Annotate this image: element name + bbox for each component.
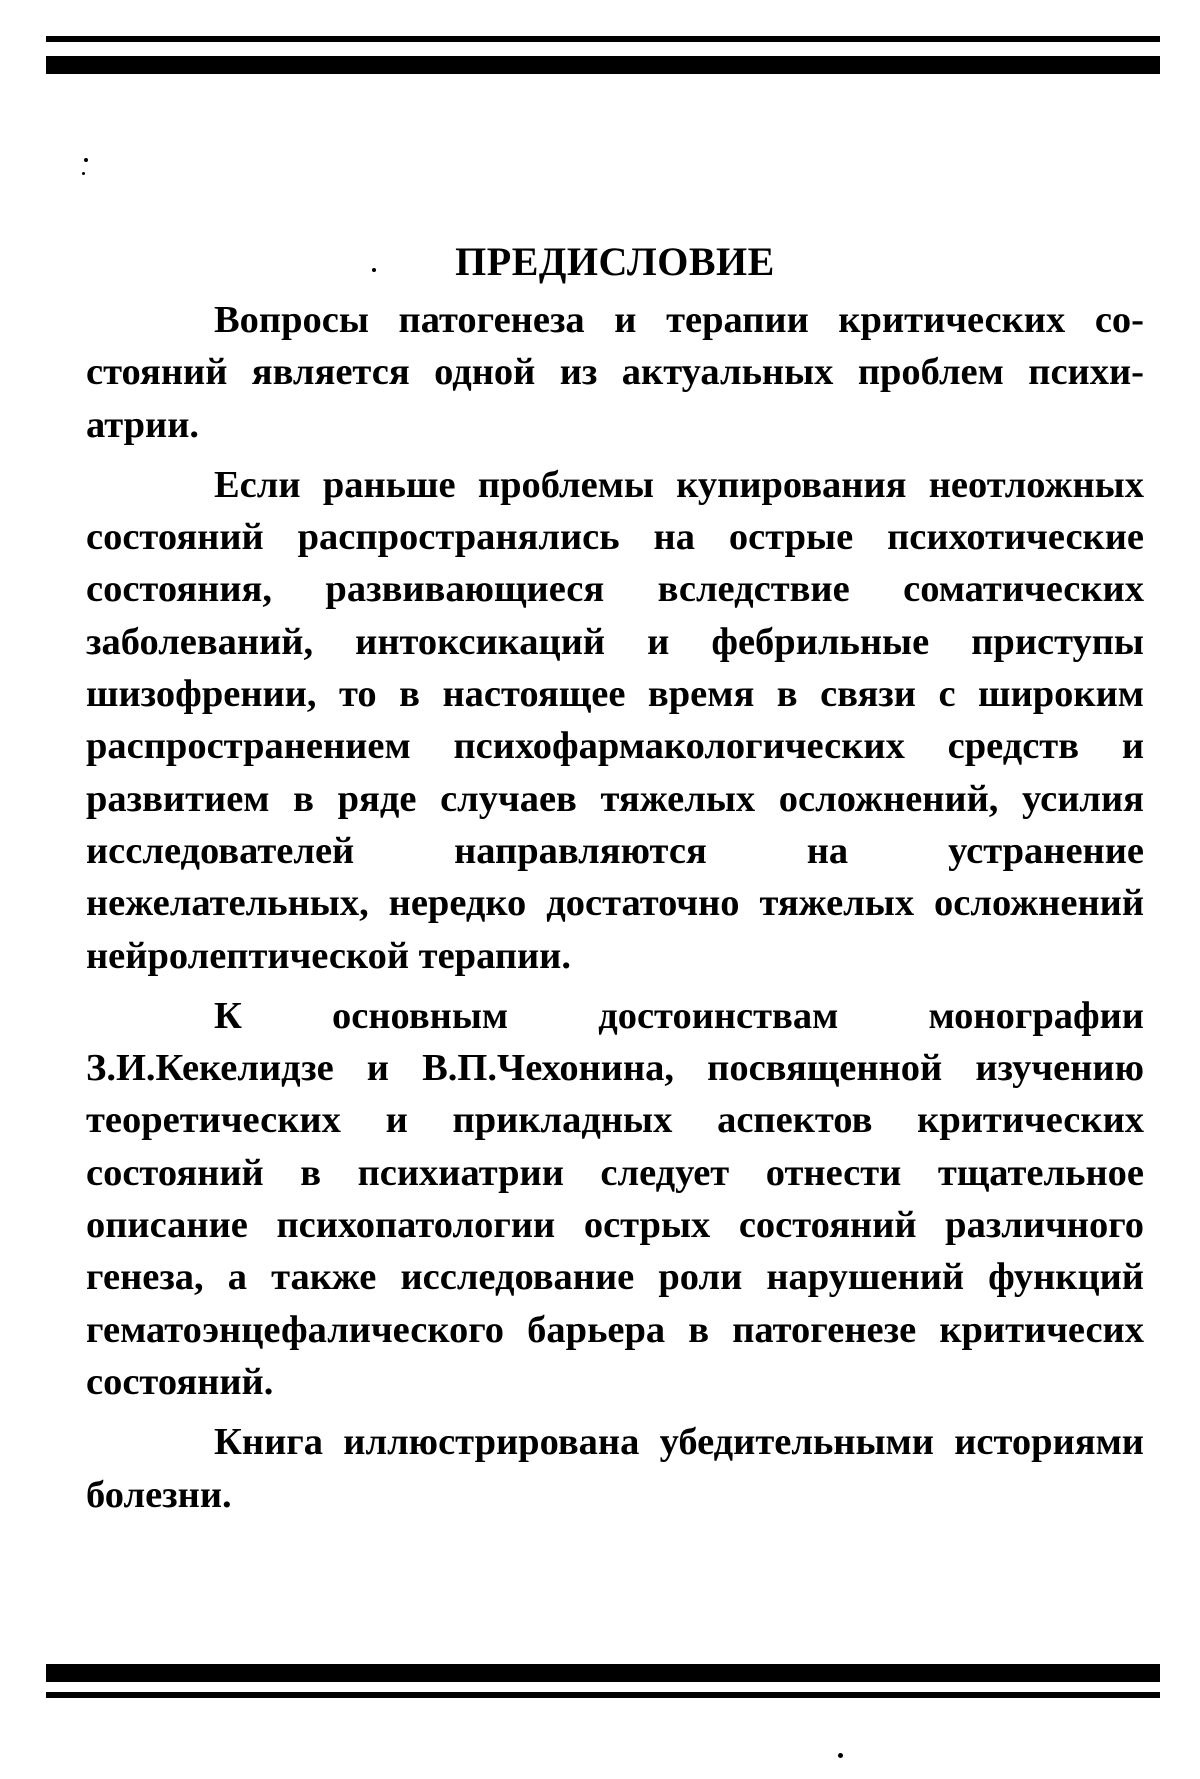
paragraph: Книга иллюстрирована убедительными историями болезни. (86, 1421, 1144, 1516)
paragraph: Вопросы патогенеза и терапии критических состояний является одной из актуальных проблем психиатрии. (86, 299, 1144, 446)
bottom-thin-rule (46, 1692, 1160, 1698)
top-thick-rule (46, 56, 1160, 74)
scan-speck (82, 172, 85, 175)
top-thin-rule (46, 36, 1160, 42)
document-body (86, 236, 1144, 1521)
page-title: ПРЕДИСЛОВИЕ (455, 239, 775, 284)
paragraph: К основным достоинствам монографии З.И.Кекелидзе и В.П.Чехонина, посвященной изучению теоретических и прикладных аспектов критических состояний в психиатрии следует отнести тщательное описание психопатологии острых состояний различного генеза, а также исследование роли нарушений функций гематоэнцефалического барьера в патогенезе критичесих состояний. (86, 994, 1144, 1403)
paragraph: Если раньше проблемы купирования неотложных состояний распространялись на острые психотические состояния, развивающиеся вследствие соматических заболеваний, интоксикаций и фебрильные приступы шизофрении, то в настоящее время в связи с широким распространением психофармакологических средств и развитием в ряде случаев тяжелых осложнений, усилия исследователей направляются на устранение нежелательных, нередко достаточно тяжелых осложнений нейролептической терапии. (86, 463, 1144, 977)
scan-speck (84, 158, 88, 162)
scan-speck (838, 1753, 843, 1758)
bottom-thick-rule (46, 1664, 1160, 1682)
